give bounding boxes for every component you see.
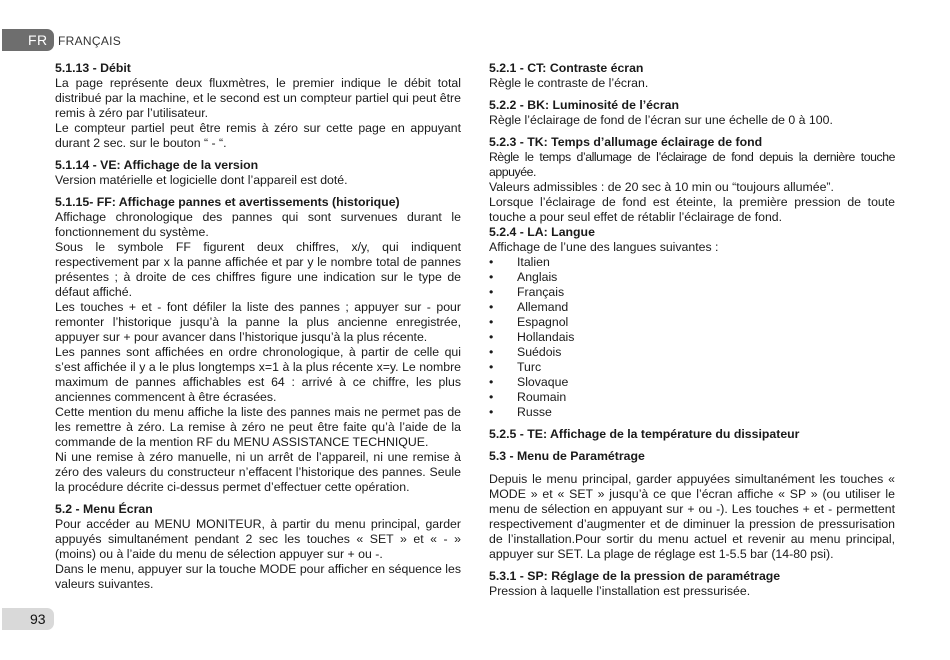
section-5-2-4-title: 5.2.4 - LA: Langue — [489, 225, 595, 239]
section-5-1-15-p2: Sous le symbole FF figurent deux chiffres, x/y, qui indiquent respectivement par x la panne affichée et par y le nombre total de pannes présentes ; à droite de ces chiffres figure une indication sur le type de défaut affiché. — [55, 240, 461, 299]
page-number: 93 — [30, 611, 46, 627]
section-5-1-14-p1: Version matérielle et logicielle dont l’appareil est doté. — [55, 173, 348, 187]
section-5-1-14-title: 5.1.14 - VE: Affichage de la version — [55, 158, 259, 172]
section-5-1-15-title: 5.1.15- FF: Affichage pannes et avertissements (historique) — [55, 195, 400, 209]
section-5-1-15-p3: Les touches + et - font défiler la liste des pannes ; appuyer sur - pour remonter l’historique jusqu’à la panne la plus ancienne enregistrée, appuyer sur + pour avancer dans l’historique jusqu’à la plus récente. — [55, 300, 461, 344]
section-5-3-p1: Depuis le menu principal, garder appuyées simultanément les touches « MODE » et « SET » jusqu’à ce que l’écran affiche « SP » (ou utiliser le menu de sélection en appuyant sur + ou -). Les touches + et - permettent respectivement d’augmenter et de diminuer la pression de pressurisation de l’installation.Pour sortir du menu actuel et revenir au menu principal, appuyer sur SET. La plage de réglage est 1-5.5 bar (14-80 psi). — [489, 472, 895, 561]
right-column — [489, 61, 895, 599]
section-5-3-1-p1: Pression à laquelle l’installation est pressurisée. — [489, 584, 751, 598]
section-5-2-4-p1: Affichage de l’une des langues suivantes : — [489, 240, 719, 254]
left-column — [55, 61, 461, 592]
section-5-1-15-p6: Ni une remise à zéro manuelle, ni un arrêt de l’appareil, ni une remise à zéro des valeurs du constructeur n’effacent l’historique des pannes. Seule la procédure décrite ci-dessus permet d’effectuer cette opération. — [55, 450, 461, 494]
section-5-1-13-p1: La page représente deux fluxmètres, le premier indique le débit total distribué par la machine, et le second est un compteur partiel qui peut être remis à zéro par l’utilisateur. — [55, 76, 461, 120]
list-item: • Slovaque — [489, 375, 895, 390]
section-5-2-p1: Pour accéder au MENU MONITEUR, à partir du menu principal, garder appuyés simultanément pendant 2 sec les touches « SET » et « - » (moins) ou à l’aide du menu de sélection appuyer sur + ou -. — [55, 517, 461, 561]
list-item: • Russe — [489, 405, 895, 420]
section-5-2-title: 5.2 - Menu Écran — [55, 502, 153, 516]
section-5-1-15-p4: Les pannes sont affichées en ordre chronologique, à partir de celle qui s’est affichée il y a le plus longtemps x=1 à la plus récente x=y. Le nombre maximum de pannes affichables est 64 : arrivé à ce chiffre, les plus anciennes commencent à être écrasées. — [55, 345, 461, 404]
section-5-2-3-p3: Lorsque l’éclairage de fond est éteinte, la première pression de toute touche a pour seul effet de rétablir l’éclairage de fond. — [489, 195, 895, 224]
section-5-2-3-p1: Règle le temps d’allumage de l’éclairage de fond depuis la dernière touche appuyée. — [489, 150, 895, 179]
section-5-1-13-title: 5.1.13 - Débit — [55, 61, 131, 75]
language-tab — [2, 29, 54, 51]
page-number-tab — [2, 608, 54, 630]
section-5-2-3-p2: Valeurs admissibles : de 20 sec à 10 min ou “toujours allumée”. — [489, 180, 834, 194]
language-name: FRANÇAIS — [58, 34, 122, 48]
list-item: • Turc — [489, 360, 895, 375]
section-5-2-p2: Dans le menu, appuyer sur la touche MODE pour afficher en séquence les valeurs suivantes. — [55, 562, 461, 591]
section-5-1-13-p2: Le compteur partiel peut être remis à zéro sur cette page en appuyant durant 2 sec. sur le bouton “ - “. — [55, 121, 461, 150]
section-5-3-title: 5.3 - Menu de Paramétrage — [489, 449, 645, 463]
list-item: • Italien — [489, 255, 895, 270]
section-5-2-2-p1: Règle l’éclairage de fond de l’écran sur une échelle de 0 à 100. — [489, 113, 833, 127]
list-item: • Français — [489, 285, 895, 300]
section-5-1-15-p1: Affichage chronologique des pannes qui sont survenues durant le fonctionnement du système. — [55, 210, 461, 239]
list-item: • Hollandais — [489, 330, 895, 345]
section-5-2-3-title: 5.2.3 - TK: Temps d’allumage éclairage de fond — [489, 135, 763, 149]
language-list — [489, 255, 895, 420]
section-5-2-2-title: 5.2.2 - BK: Luminosité de l’écran — [489, 98, 679, 112]
list-item: • Suédois — [489, 345, 895, 360]
section-5-2-1-title: 5.2.1 - CT: Contraste écran — [489, 61, 644, 75]
language-code: FR — [28, 32, 48, 48]
section-5-2-5-title: 5.2.5 - TE: Affichage de la température du dissipateur — [489, 427, 800, 441]
list-item: • Anglais — [489, 270, 895, 285]
list-item: • Roumain — [489, 390, 895, 405]
section-5-2-1-p1: Règle le contraste de l’écran. — [489, 76, 649, 90]
list-item: • Espagnol — [489, 315, 895, 330]
section-5-3-1-title: 5.3.1 - SP: Réglage de la pression de paramétrage — [489, 569, 781, 583]
list-item: • Allemand — [489, 300, 895, 315]
section-5-1-15-p5: Cette mention du menu affiche la liste des pannes mais ne permet pas de les remettre à zéro. La remise à zéro ne peut être faite qu’à l’aide de la commande de la mention RF du MENU ASSISTANCE TECHNIQUE. — [55, 405, 461, 449]
